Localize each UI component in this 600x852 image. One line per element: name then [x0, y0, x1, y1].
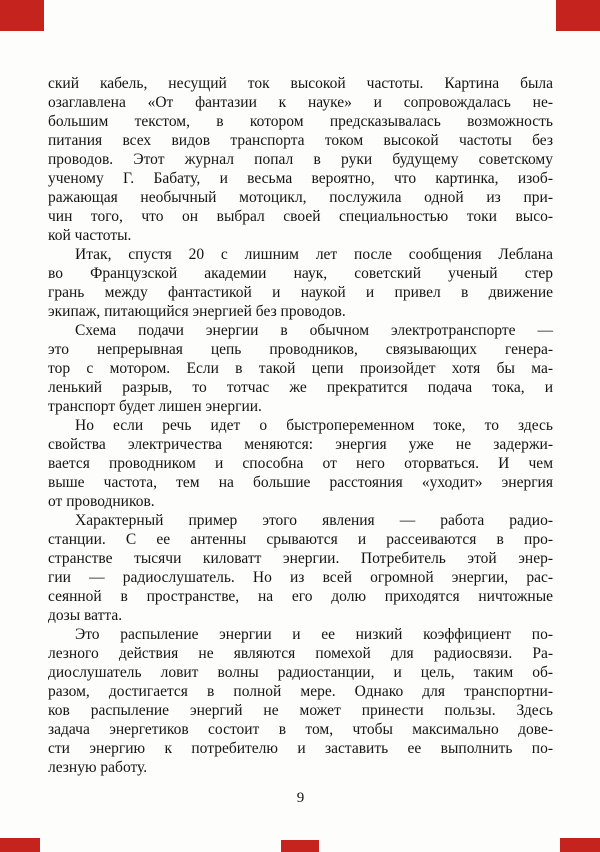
corner-mark-top-left	[0, 0, 44, 31]
text-line: дозы ватта.	[48, 607, 123, 624]
text-line: ский кабель, несущий ток высокой частоты. Картина была	[48, 75, 553, 92]
text-line: транспорт будет лишен энергии.	[48, 398, 262, 415]
page-text	[48, 74, 553, 777]
text-line: ученому Г. Бабату, и весьма вероятно, что картинка, изоб-	[48, 170, 553, 187]
text-line: большим текстом, в котором предсказывалась возможность	[48, 113, 553, 130]
corner-mark-bottom-center	[281, 840, 319, 852]
text-line: свойства электричества меняются: энергия уже не задержи-	[48, 436, 553, 453]
text-line: сеянной в пространстве, на его долю приходятся ничтожные	[48, 588, 553, 605]
text-line: чин того, что он выбрал своей специальностью токи высо-	[48, 208, 553, 225]
text-line: Но если речь идет о быстропеременном токе, то здесь	[75, 417, 553, 434]
text-line: вается проводником и способна от него оторваться. И чем	[48, 455, 553, 472]
page-number: 9	[296, 790, 305, 806]
text-line: странстве тысячи киловатт энергии. Потребитель этой энер-	[48, 550, 553, 567]
text-line: задача энергетиков состоит в том, чтобы максимально дове-	[48, 721, 553, 738]
paragraph	[48, 245, 553, 321]
corner-mark-bottom-right	[560, 838, 600, 852]
text-line: Это распыление энергии и ее низкий коэффициент по-	[75, 626, 553, 643]
text-line: ражающая необычный мотоцикл, послужила одной из при-	[48, 189, 553, 206]
text-line: Итак, спустя 20 с лишним лет после сообщения Леблана	[75, 246, 553, 263]
text-line: гии — радиослушатель. Но из всей огромной энергии, рас-	[48, 569, 553, 586]
text-line: экипаж, питающийся энергией без проводов.	[48, 303, 346, 320]
text-line: Характерный пример этого явления — работа радио-	[75, 512, 553, 529]
text-line: ков распыление энергий не может принести пользы. Здесь	[48, 702, 553, 719]
paragraph	[48, 321, 553, 416]
text-line: станции. С ее антенны срываются и рассеиваются в про-	[48, 531, 553, 548]
text-line: проводов. Этот журнал попал в руки будущему советскому	[48, 151, 553, 168]
text-line: лезную работу.	[48, 759, 148, 776]
text-line: сти энергию к потребителю и заставить ее выполнить по-	[48, 740, 553, 757]
text-line: ленький разрыв, то тотчас же прекратится подача тока, и	[48, 379, 553, 396]
text-line: кой частоты.	[48, 227, 132, 244]
text-line: лезного действия не являются помехой для радиосвязи. Ра-	[48, 645, 553, 662]
paragraph	[48, 416, 553, 511]
text-line: во Французской академии наук, советский ученый стер	[48, 265, 553, 282]
paragraph	[48, 511, 553, 625]
text-line: от проводников.	[48, 493, 155, 510]
text-line: озаглавлена «От фантазии к науке» и сопровождалась не-	[48, 94, 553, 111]
text-line: разом, достигается в полной мере. Однако для транспортни-	[48, 683, 553, 700]
text-line: тор с мотором. Если в такой цепи произойдет хотя бы ма-	[48, 360, 553, 377]
text-line: питания всех видов транспорта током высокой частоты без	[48, 132, 553, 149]
corner-mark-top-right	[556, 0, 600, 31]
text-line: Схема подачи энергии в обычном электротранспорте —	[75, 322, 553, 339]
paragraph	[48, 625, 553, 777]
paragraph	[48, 74, 553, 245]
text-line: это непрерывная цепь проводников, связывающих генера-	[48, 341, 553, 358]
corner-mark-bottom-left	[0, 838, 40, 852]
text-line: диослушатель ловит волны радиостанции, и цель, таким об-	[48, 664, 553, 681]
text-line: выше частота, тем на большие расстояния «уходит» энергия	[48, 474, 553, 491]
text-line: грань между фантастикой и наукой и привел в движение	[48, 284, 553, 301]
